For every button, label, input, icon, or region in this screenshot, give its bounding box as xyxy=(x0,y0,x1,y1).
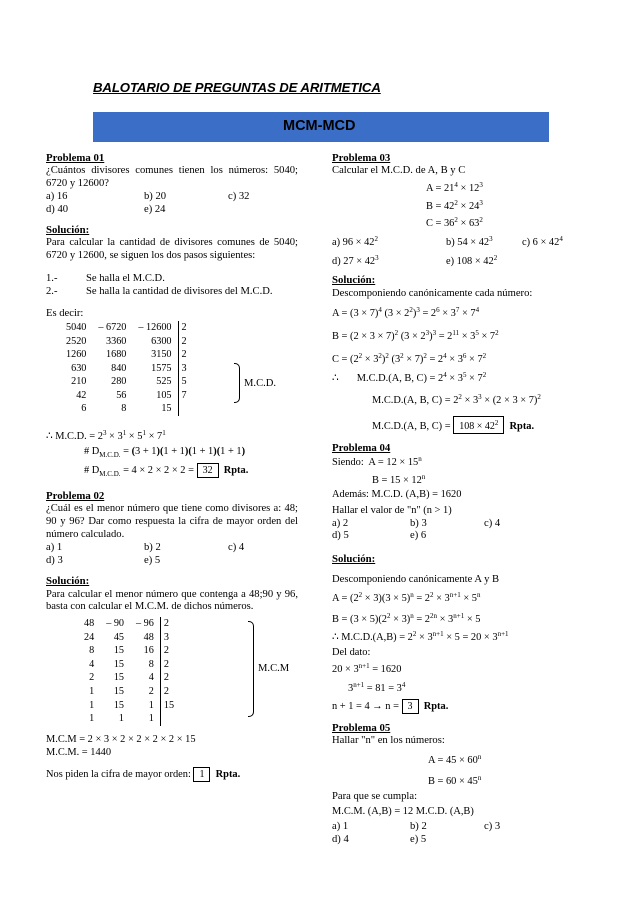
eq-c: $C = (2^2 \times 3^2)^2$ $(3^2 \times 7)^2 = 2^4 \times 3^6 \times 7^2$ xyxy=(332,351,487,365)
problem-04-heading: Problema 04 xyxy=(332,441,391,454)
problem-01-solution-heading: Solución: xyxy=(46,224,90,237)
option-c: c) 4 xyxy=(484,517,501,529)
value-cell: 45 xyxy=(113,631,125,643)
p4-def-a: Siendo: $A = 12 \times 15^n$ xyxy=(332,455,422,469)
option-d: d) 4 xyxy=(332,833,349,845)
mcm-division-table xyxy=(78,617,298,731)
divisor-cell: 15 xyxy=(160,699,180,713)
table-row xyxy=(78,713,180,727)
page-title: BALOTARIO DE PREGUNTAS DE ARITMETICA xyxy=(93,80,381,95)
rpta-label: Rpta. xyxy=(215,768,241,780)
step-number: 1.- xyxy=(46,273,58,285)
value-cell: 24 xyxy=(84,631,95,643)
problem-04-solution-text: Descomponiendo canónicamente A y B xyxy=(332,574,500,586)
table-row xyxy=(78,617,180,631)
table-row xyxy=(78,699,180,713)
value-cell: 4 xyxy=(89,658,95,670)
value-cell: 2 xyxy=(148,685,154,697)
table-label: M.C.D. xyxy=(244,378,277,390)
eq-b: $B = (2 \times 3 \times 7)^2$ $(3 \times 2^3)^3 = 2^{11} \times 3^5 \times 7^2$ xyxy=(332,329,499,343)
value-cell: 15 xyxy=(113,645,125,657)
problem-01-options-row2 xyxy=(46,204,298,217)
value-cell: 15 xyxy=(113,658,125,670)
value-cell: – 96 xyxy=(136,617,154,629)
value-cell: 16 xyxy=(143,645,154,657)
option-a: a) $96 \times 42^2$ xyxy=(332,235,379,249)
answer-box: 3 xyxy=(402,699,419,714)
value-cell: 1260 xyxy=(66,349,87,361)
value-cell: 840 xyxy=(111,362,127,374)
value-cell: 525 xyxy=(156,376,172,388)
p4-eq-mcd: ∴ $M.C.D.(A,B) = 2^2 \times 3^{n+1} \times 5 = 20 \times 3^{n+1}$ xyxy=(332,630,509,644)
step-text: Se halla el M.C.D. xyxy=(86,273,165,285)
eq-mcd-3: M.C.D.(A, B, $C) = 108 \times 42^2$ Rpta. xyxy=(372,416,592,434)
option-d: d) 3 xyxy=(46,554,63,566)
p4-ask: Hallar el valor de "n" (n > 1) xyxy=(332,505,452,517)
problem-03-solution-text: Descomponiendo canónicamente cada número: xyxy=(332,287,533,299)
problem-04-options-row2 xyxy=(332,530,592,543)
p5-def-a: $A = 45 \times 60^n$ xyxy=(428,753,482,767)
problem-05-heading: Problema 05 xyxy=(332,722,391,735)
step-text: Se halla la cantidad de divisores del M.C.D. xyxy=(86,285,273,297)
table-row xyxy=(78,685,180,699)
problem-03-solution-heading: Solución: xyxy=(332,274,376,287)
rpta-label: Rpta. xyxy=(509,420,535,432)
value-cell: 6300 xyxy=(151,335,172,347)
option-a: a) 2 xyxy=(332,517,349,529)
table-row xyxy=(78,672,180,686)
value-cell: 2520 xyxy=(66,335,87,347)
option-b: b) 3 xyxy=(410,517,427,529)
divisor-count-line2: # $D_{M.C.D.} = 4 \times 2 \times 2 \times 2 = 32$ Rpta. xyxy=(84,464,249,478)
def-a: $A = 21^4 \times 12^3$ xyxy=(426,181,483,195)
step-2 xyxy=(46,286,298,299)
divisor-cell xyxy=(178,403,193,417)
value-cell: 3150 xyxy=(151,349,172,361)
rpta-label: Rpta. xyxy=(223,464,249,476)
option-b: b) 20 xyxy=(144,191,167,203)
value-cell: 630 xyxy=(71,362,87,374)
table-row xyxy=(60,321,193,335)
value-cell: 5040 xyxy=(66,321,87,333)
p4-eq-a: $A = (2^2 \times 3)(3 \times 5)^n = 2^2 \times 3^{n+1} \times 5^n$ xyxy=(332,591,481,605)
value-cell: 280 xyxy=(111,376,127,388)
option-d: d) 40 xyxy=(46,203,69,215)
problem-03-question: Calcular el M.C.D. de A, B y C xyxy=(332,165,466,177)
value-cell: 8 xyxy=(89,645,95,657)
es-decir: Es decir: xyxy=(46,308,84,320)
problem-03-options-row1 xyxy=(332,235,592,248)
option-a: a) 16 xyxy=(46,191,68,203)
option-c: c) 32 xyxy=(228,191,250,203)
division-table xyxy=(78,617,180,726)
divisor-cell: 2 xyxy=(160,645,180,659)
value-cell: 56 xyxy=(116,389,127,401)
option-e: e) 5 xyxy=(144,554,161,566)
table-row xyxy=(60,362,193,376)
value-cell: 1680 xyxy=(106,349,127,361)
table-row xyxy=(60,376,193,390)
problem-04-solution-heading: Solución: xyxy=(332,552,376,565)
value-cell: 1 xyxy=(118,713,125,725)
divisor-cell: 2 xyxy=(160,658,180,672)
value-cell: 1 xyxy=(148,699,154,711)
divisor-cell xyxy=(160,713,180,727)
eq-mcd-1: ∴ M.C.D.(A, B, $C) = 2^4 \times 3^5 \times 7^2$ xyxy=(332,370,487,384)
p5-condition: M.C.M. (A,B) = 12 M.C.D. (A,B) xyxy=(332,805,474,817)
problem-05-options-row2 xyxy=(332,834,592,847)
value-cell: – 90 xyxy=(106,617,125,629)
option-e: e) 5 xyxy=(410,833,427,845)
problem-05-question: Hallar "n" en los números: xyxy=(332,735,445,747)
table-label: M.C.M xyxy=(258,663,290,675)
divisor-cell: 2 xyxy=(178,335,193,349)
problem-01-options-row1 xyxy=(46,191,298,204)
problem-04-options-row1 xyxy=(332,518,592,531)
value-cell: 1575 xyxy=(151,362,172,374)
answer-box: 1 xyxy=(193,767,210,782)
value-cell: 2 xyxy=(89,672,95,684)
value-cell: 1 xyxy=(148,713,154,725)
divisor-cell: 7 xyxy=(178,389,193,403)
table-row xyxy=(60,403,193,417)
option-e: e) 6 xyxy=(410,530,427,542)
banner-label: MCM-MCD xyxy=(283,118,356,134)
option-b: b) 2 xyxy=(144,542,161,554)
problem-01-solution-text: Para calcular la cantidad de divisores comunes de 5040; 6720 y 12600, se siguen los dos pasos siguientes: xyxy=(46,237,298,262)
problem-01-heading: Problema 01 xyxy=(46,152,105,164)
value-cell: 48 xyxy=(84,617,95,629)
value-cell: 1 xyxy=(89,685,95,697)
p4-eq-b: $B = (3 \times 5)(2^2 \times 3)^n = 2^{2n} \times 3^{n+1} \times 5$ xyxy=(332,611,481,625)
divisor-cell: 2 xyxy=(160,672,180,686)
value-cell: 8 xyxy=(121,403,127,415)
divisor-count-line1: # $D_{M.C.D.} = (3 + 1)(1 + 1)(1 + 1)(1 + 1)$ xyxy=(84,446,246,460)
intro: Siendo: xyxy=(332,457,364,469)
value-cell: 6 xyxy=(81,403,87,415)
value-cell: 42 xyxy=(76,389,87,401)
option-b: b) 2 xyxy=(410,821,427,833)
problem-02-options-row1 xyxy=(46,542,298,555)
problem-03-heading: Problema 03 xyxy=(332,152,391,164)
answer-box: $108 \times 42^2$ xyxy=(453,416,504,434)
brace xyxy=(234,363,240,403)
value-cell: 105 xyxy=(156,389,172,401)
p4-eq-3: n + 1 = 4 → n = 3 Rpta. xyxy=(332,701,449,713)
problem-01-question: ¿Cuántos divisores comunes tienen los números: 5040; 6720 y 12600? xyxy=(46,165,298,190)
problem-02-options-row2 xyxy=(46,555,298,568)
value-cell: 15 xyxy=(113,685,125,697)
divisor-cell: 2 xyxy=(160,617,180,631)
mcm-line1: M.C.M = 2 × 3 × 2 × 2 × 2 × 2 × 15 xyxy=(46,734,196,746)
option-b: b) $54 \times 42^3$ xyxy=(446,235,493,249)
p4-eq-1: $20 \times 3^{n+1} = 1620$ xyxy=(332,661,402,675)
division-table xyxy=(60,321,193,416)
option-d: d) $27 \times 42^3$ xyxy=(332,253,379,267)
table-row xyxy=(78,645,180,659)
value-cell: 4 xyxy=(148,672,154,684)
option-c: c) 4 xyxy=(228,542,245,554)
table-row xyxy=(60,335,193,349)
p4-ademas: Además: M.C.D. (A,B) = 1620 xyxy=(332,489,462,501)
value-cell: 210 xyxy=(71,376,87,388)
final-answer-line xyxy=(46,767,298,782)
p4-eq-2: $3^{n+1} = 81 = 3^4$ xyxy=(348,680,406,694)
value-cell: – 6720 xyxy=(98,321,127,333)
value-cell: 48 xyxy=(143,631,154,643)
mcm-line2: M.C.M. = 1440 xyxy=(46,747,112,759)
problem-02-question: ¿Cuál es el menor número que tiene como divisores a: 48; 90 y 96? Dar como respuesta la cifra de mayor orden del número calculado. xyxy=(46,503,298,541)
problem-02-solution-heading: Solución: xyxy=(46,575,90,588)
step-number: 2.- xyxy=(46,285,58,297)
brace xyxy=(248,621,254,717)
problem-02-heading: Problema 02 xyxy=(46,490,105,503)
p5-cond-intro: Para que se cumpla: xyxy=(332,790,418,802)
value-cell: – 12600 xyxy=(138,321,172,333)
rpta-label: Rpta. xyxy=(423,701,449,713)
problem-02-solution-text: Para calcular el menor número que contenga a 48;90 y 96, basta con calcular el M.C.M. de dichos números. xyxy=(46,588,298,613)
option-c: c) $6 \times 42^4$ xyxy=(522,235,563,249)
value-cell: 3360 xyxy=(106,335,127,347)
mcd-result-line: ∴ M.C.D. = $2^3 \times 3^1 \times 5^1 \times 7^1$ xyxy=(46,429,166,443)
problem-03-options-row2 xyxy=(332,254,592,267)
divisor-cell: 3 xyxy=(160,631,180,645)
final-text: Nos piden la cifra de mayor orden: xyxy=(46,768,191,780)
problem-05-options-row1 xyxy=(332,821,592,834)
section-banner xyxy=(93,112,549,142)
option-e: e) 24 xyxy=(144,203,166,215)
table-row xyxy=(60,349,193,363)
p4-del-dato: Del dato: xyxy=(332,647,371,659)
value-cell: 15 xyxy=(113,672,125,684)
step-1 xyxy=(46,273,298,286)
table-row xyxy=(78,631,180,645)
def-c: $C = 36^2 \times 63^2$ xyxy=(426,216,483,230)
value-cell: 1 xyxy=(89,699,95,711)
divisor-cell: 2 xyxy=(178,349,193,363)
value-cell: 1 xyxy=(89,713,95,725)
divisor-cell: 5 xyxy=(178,376,193,390)
p4-def-b: $B = 15 \times 12^n$ xyxy=(372,472,426,486)
eq-a: $A = (3 \times 7)^4$ $(3 \times 2^2)^3 = 2^6 \times 3^7 \times 7^4$ xyxy=(332,306,480,320)
answer-box: 32 xyxy=(197,463,219,478)
table-row xyxy=(78,658,180,672)
value-cell: 15 xyxy=(113,699,125,711)
option-d: d) 5 xyxy=(332,530,349,542)
def-b: $B = 42^2 \times 24^3$ xyxy=(426,198,483,212)
divisor-cell: 3 xyxy=(178,362,193,376)
option-a: a) 1 xyxy=(46,542,63,554)
eq-mcd-2: M.C.D.(A, B, $C) = 2^2 \times 3^3 \times (2 \times 3 \times 7)^2$ xyxy=(372,393,541,407)
option-a: a) 1 xyxy=(332,821,349,833)
left-column xyxy=(46,152,298,782)
value-cell: 15 xyxy=(161,403,172,415)
right-column xyxy=(332,152,592,846)
p5-def-b: $B = 60 \times 45^n$ xyxy=(428,773,482,787)
value-cell: 8 xyxy=(148,658,154,670)
mcd-division-table xyxy=(60,321,298,425)
divisor-cell: 2 xyxy=(160,685,180,699)
table-row xyxy=(60,389,193,403)
divisor-cell: 2 xyxy=(178,321,193,335)
option-c: c) 3 xyxy=(484,821,501,833)
option-e: e) $108 \times 42^2$ xyxy=(446,253,498,267)
